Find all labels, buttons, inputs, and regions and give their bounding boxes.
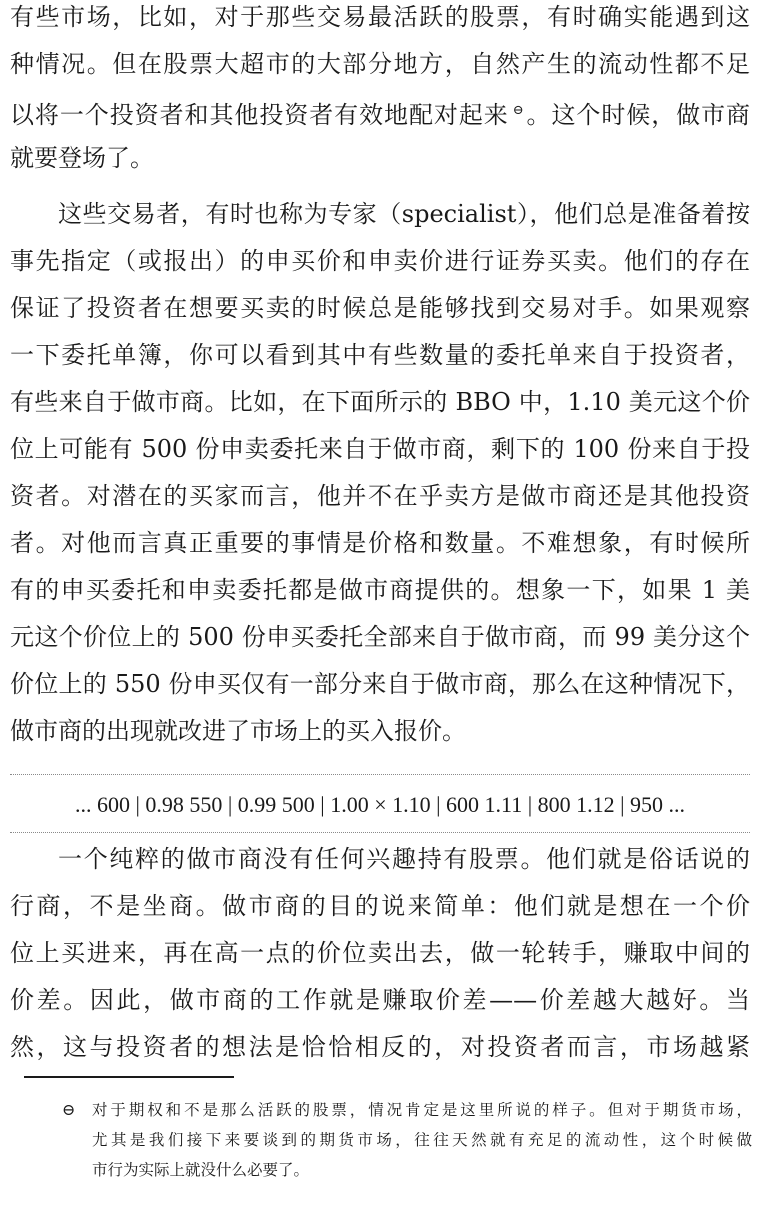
text-segment: 以将一个投资者和其他投资者有效地配对起来 (10, 101, 509, 129)
footnote-line: 市行为实际上就没什么必要了。 (92, 1161, 310, 1179)
text-line: 位上买进来，再在高一点的价位卖出去，做一轮转手，赚取中间的 (10, 939, 750, 967)
text-line: 保证了投资者在想要买卖的时候总是能够找到交易对手。如果观察 (10, 294, 750, 322)
text-line (10, 96, 750, 130)
text-line: 位上可能有 500 份申卖委托来自于做市商，剩下的 100 份来自于投 (10, 435, 750, 463)
text-line: 做市商的出现就改进了市场上的买入报价。 (10, 717, 466, 745)
text-line: 有的申买委托和申卖委托都是做市商提供的。想象一下，如果 1 美 (10, 576, 750, 604)
text-line: 价位上的 550 份申买仅有一部分来自于做市商，那么在这种情况下， (10, 670, 750, 698)
footnote-line: 对于期权和不是那么活跃的股票，情况肯定是这里所说的样子。但对于期货市场， (92, 1101, 752, 1119)
text-line: 就要登场了。 (10, 144, 154, 172)
footnote-rule (24, 1076, 234, 1078)
bbo-order-book-line: ... 600 | 0.98 550 | 0.99 500 | 1.00 × 1.10 | 600 1.11 | 800 1.12 | 950 ... (74, 792, 686, 817)
text-line: 事先指定（或报出）的申买价和申卖价进行证券买卖。他们的存在 (10, 247, 750, 275)
footnote-mark: ⊖ (62, 1100, 76, 1119)
text-segment: 。这个时候，做市商 (525, 101, 751, 129)
text-line: 有些市场，比如，对于那些交易最活跃的股票，有时确实能遇到这 (10, 3, 750, 31)
text-line: 价差。因此，做市商的工作就是赚取价差——价差越大越好。当 (10, 986, 750, 1014)
text-line: 种情况。但在股票大超市的大部分地方，自然产生的流动性都不足 (10, 50, 750, 78)
text-line: 资者。对潜在的买家而言，他并不在乎卖方是做市商还是其他投资 (10, 482, 750, 510)
text-line: 一个纯粹的做市商没有任何兴趣持有股票。他们就是俗话说的 (58, 845, 750, 873)
text-line: 元这个价位上的 500 份申买委托全部来自于做市商，而 99 美分这个 (10, 623, 750, 651)
text-line: 一下委托单簿，你可以看到其中有些数量的委托单来自于投资者， (10, 341, 750, 369)
text-line: 有些来自于做市商。比如，在下面所示的 BBO 中，1.10 美元这个价 (10, 388, 750, 416)
divider-top (10, 774, 750, 775)
divider-bottom (10, 832, 750, 833)
footnote-line: 尤其是我们接下来要谈到的期货市场，往往天然就有充足的流动性，这个时候做 (92, 1131, 752, 1149)
footnote-reference: ⊖ (512, 103, 524, 118)
text-line: 然，这与投资者的想法是恰恰相反的，对投资者而言，市场越紧 (10, 1033, 750, 1061)
text-line: 行商，不是坐商。做市商的目的说来简单：他们就是想在一个价 (10, 892, 750, 920)
text-line: 这些交易者，有时也称为专家（specialist），他们总是准备着按 (58, 200, 750, 228)
text-line: 者。对他而言真正重要的事情是价格和数量。不难想象，有时候所 (10, 529, 750, 557)
